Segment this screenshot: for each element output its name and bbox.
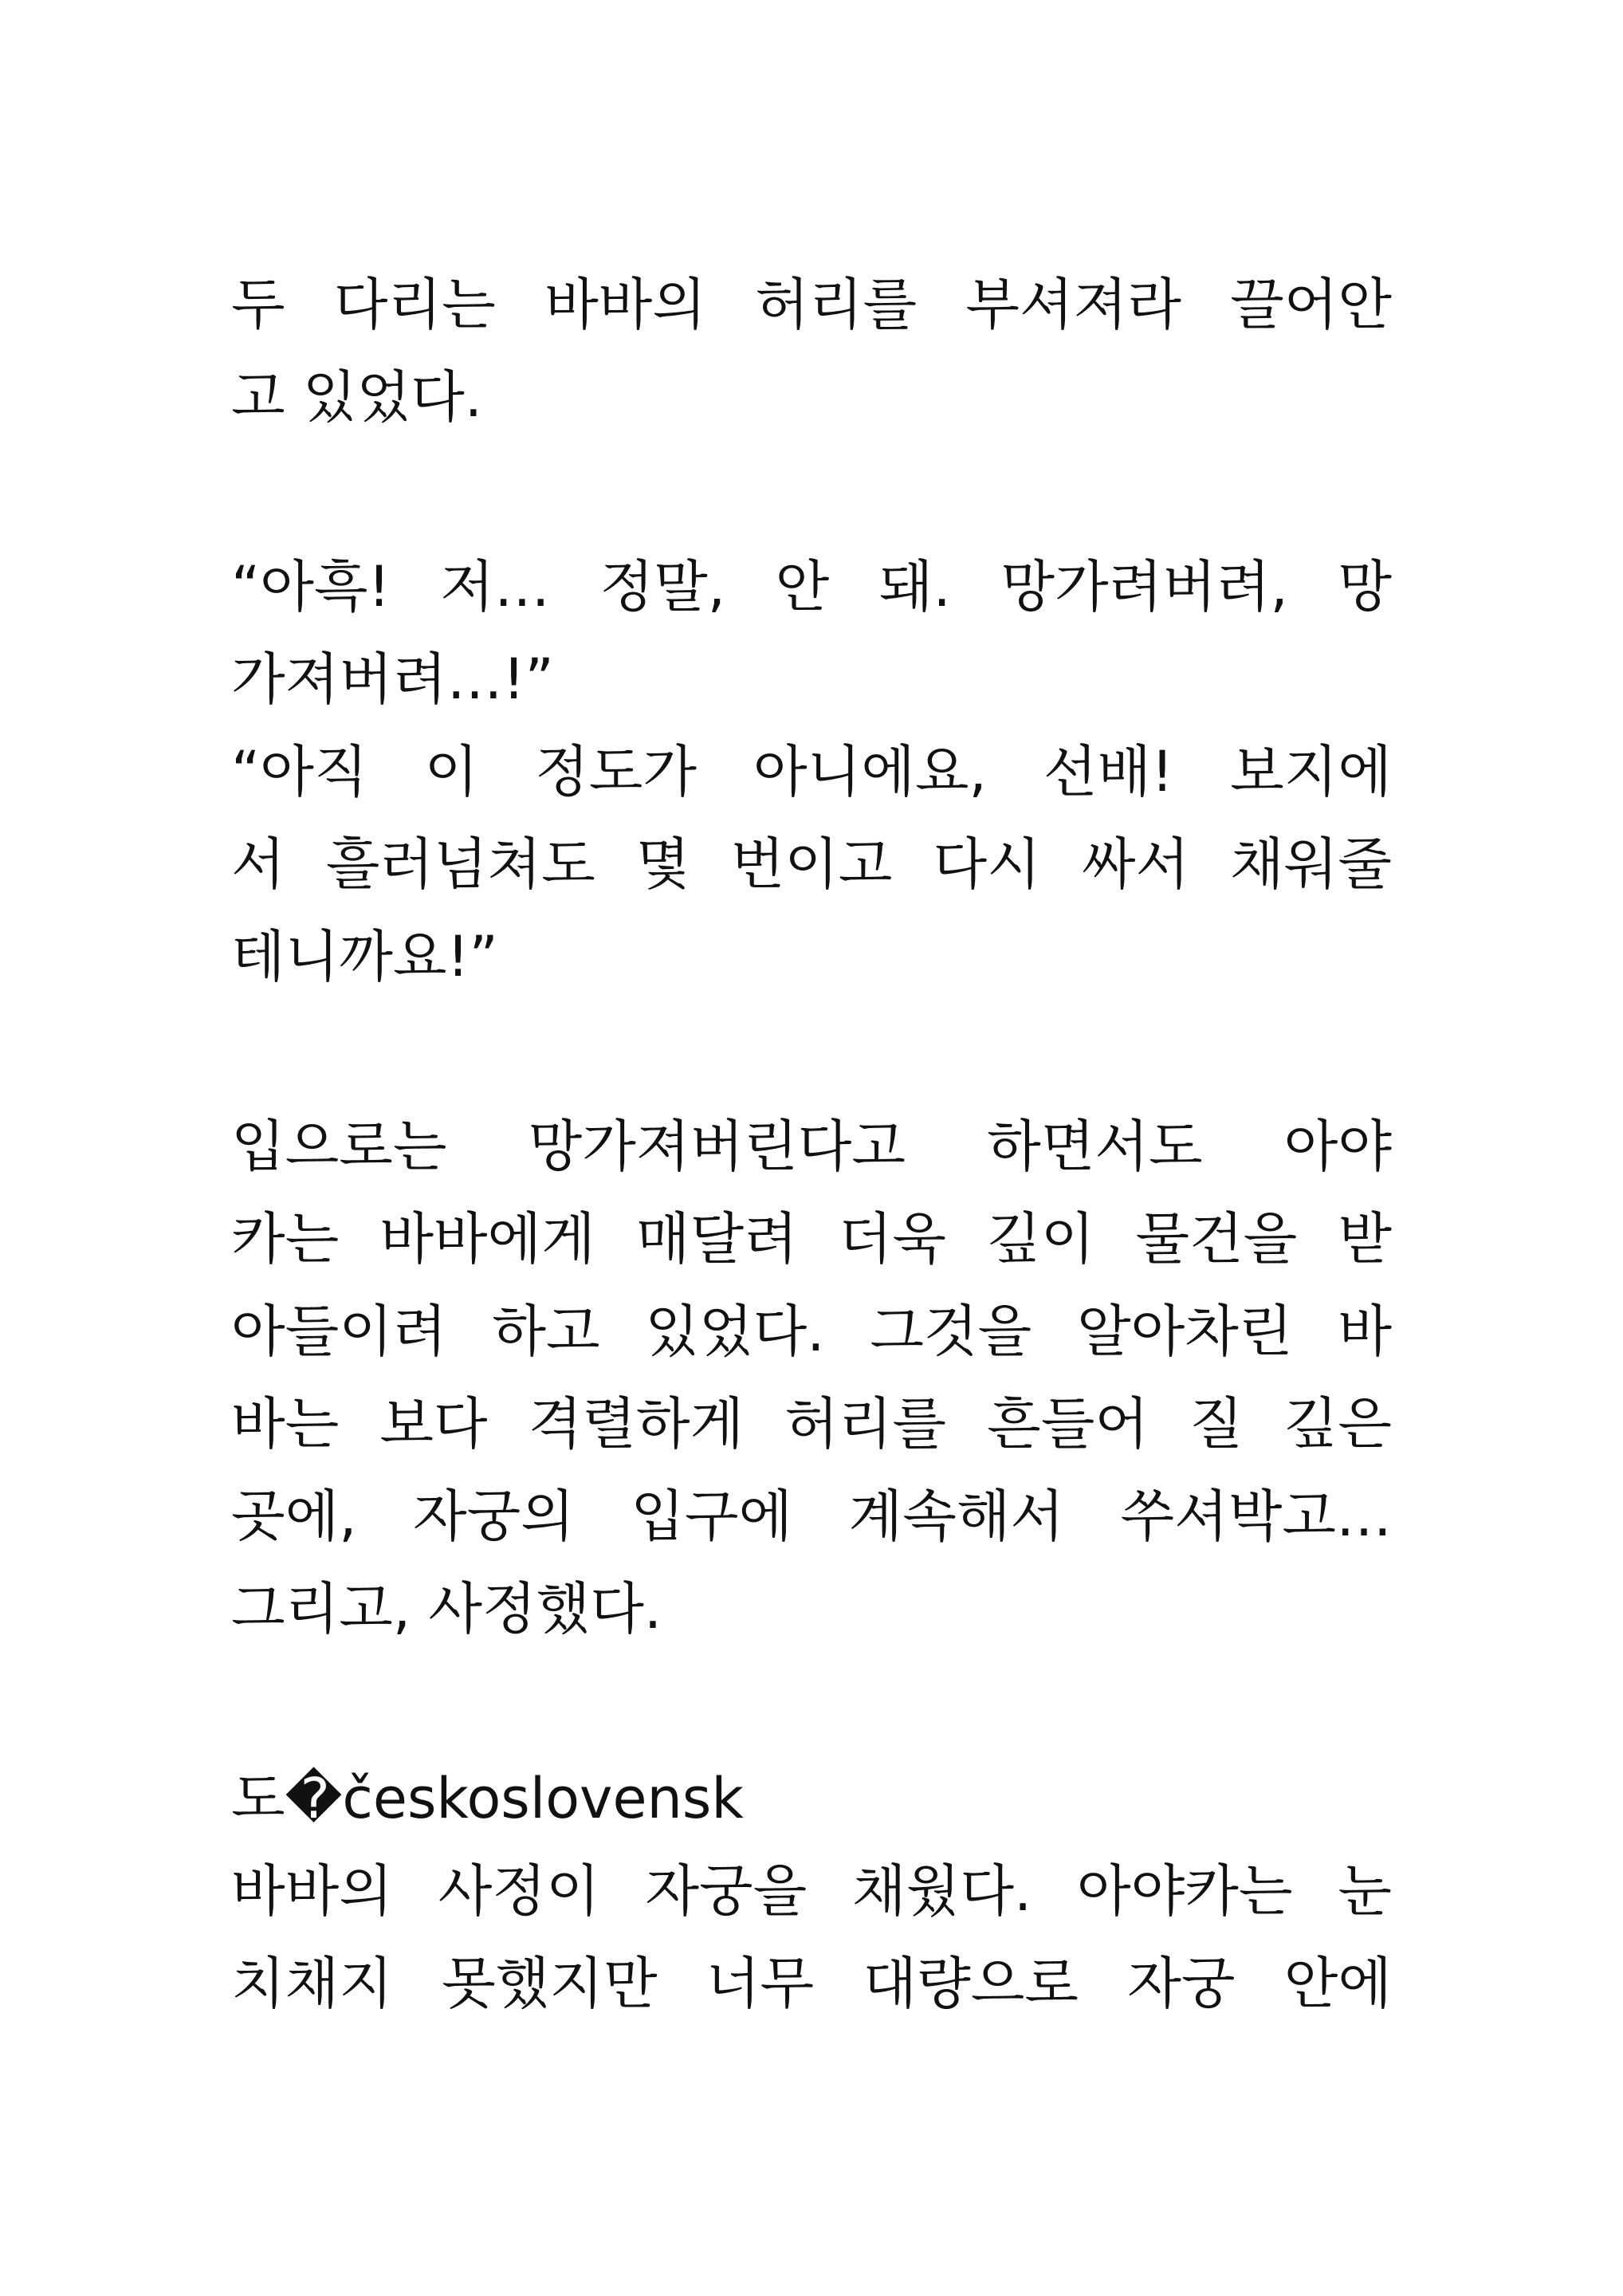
text-line-5: “아직 이 정도가 아니에요, 선배! 보지에	[231, 739, 1392, 804]
text-line-2: 고 있었다.	[231, 364, 482, 430]
text-line-1: 두 다리는 바바의 허리를 부셔져라 끌어안	[231, 272, 1392, 337]
text-line-10: 아들이려 하고 있었다. 그것을 알아차린 바	[231, 1299, 1392, 1364]
text-line-14: 도�československ	[231, 1766, 744, 1831]
text-line-15: 바바의 사정이 자궁을 채웠다. 아야카는 눈	[231, 1858, 1392, 1924]
text-line-12: 곳에, 자궁의 입구에 계속해서 쑤셔박고…	[231, 1484, 1392, 1549]
text-line-3: “아흑! 저… 정말, 안 돼. 망가려버려, 망	[231, 554, 1392, 619]
text-line-16: 치채지 못했지만 너무 대량으로 자궁 안에	[231, 1951, 1392, 2016]
text-line-4: 가져버려…!”	[231, 647, 554, 712]
text-line-8: 입으로는 망가져버린다고 하면서도 아야	[231, 1114, 1392, 1179]
text-line-13: 그리고, 사정했다.	[231, 1576, 662, 1641]
text-line-7: 테니까요!”	[231, 924, 498, 989]
text-line-9: 카는 바바에게 매달려 더욱 깊이 물건을 받	[231, 1206, 1392, 1272]
text-line-6: 서 흘러넘쳐도 몇 번이고 다시 싸서 채워줄	[231, 832, 1392, 897]
text-line-11: 바는 보다 격렬하게 허리를 흔들어 질 깊은	[231, 1391, 1392, 1457]
